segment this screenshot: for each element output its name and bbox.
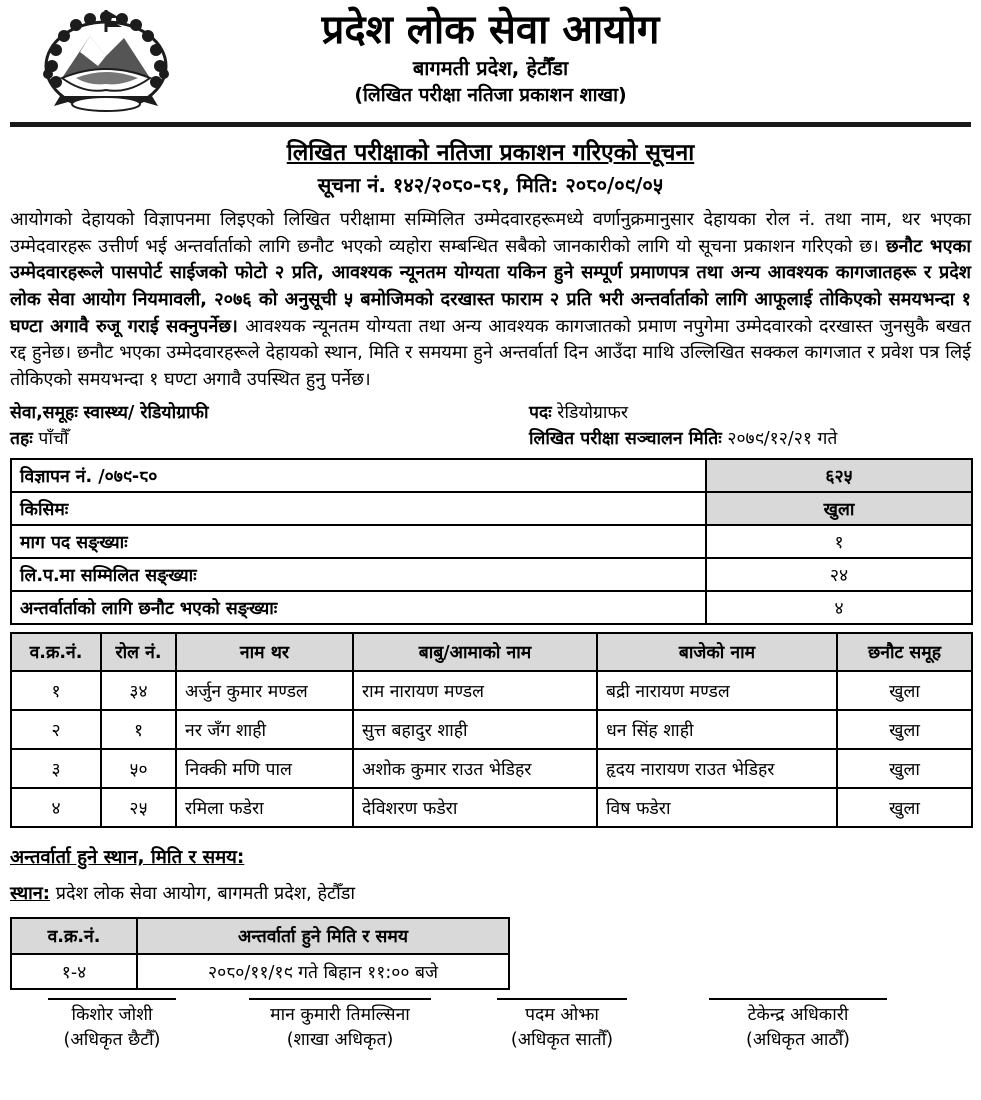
- col-name: नाम थर: [176, 633, 353, 671]
- cell-group: खुला: [837, 788, 972, 827]
- col-roll-number: रोल नं.: [101, 633, 176, 671]
- cell-name: रमिला फडेरा: [176, 788, 353, 827]
- service-group-row: [10, 401, 529, 426]
- interview-schedule-table: [10, 917, 510, 990]
- header-divider: [10, 122, 971, 127]
- cell-name: निक्की मणि पाल: [176, 749, 353, 788]
- cell-grandfather: धन सिंह शाही: [597, 710, 837, 749]
- table-row: [11, 671, 972, 710]
- cell-grandfather: विष फडेरा: [597, 788, 837, 827]
- header: [10, 6, 971, 118]
- col-parent-name: बाबु/आमाको नाम: [353, 633, 597, 671]
- selected-count-label: अन्तर्वार्ताको लागि छनौट भएको सङ्ख्याः: [11, 591, 706, 624]
- cell-roll: ५०: [101, 749, 176, 788]
- cell-grandfather: बद्री नारायण मण्डल: [597, 671, 837, 710]
- cell-serial: २: [11, 710, 101, 749]
- exam-participants-value: २४: [706, 558, 972, 591]
- signature-line: [48, 998, 176, 1000]
- post-value: रेडियोग्राफर: [557, 403, 629, 424]
- cell-datetime: २०८०/११/१९ गते बिहान ११:०० बजे: [137, 954, 509, 989]
- type-value: खुला: [706, 492, 972, 525]
- table-row: [11, 749, 972, 788]
- cell-group: खुला: [837, 749, 972, 788]
- signatory-title: (अधिकृत सातौँ): [510, 1029, 614, 1050]
- cell-group: खुला: [837, 710, 972, 749]
- cell-roll: ३४: [101, 671, 176, 710]
- signatory-title: (अधिकृत छैटौँ): [63, 1029, 161, 1050]
- service-group-value: स्वास्थ्य/ रेडियोग्राफी: [83, 403, 209, 424]
- service-group-label: सेवा,समूहः: [10, 403, 78, 424]
- org-province: बागमती प्रदेश, हेटौँडा: [412, 56, 569, 80]
- interview-section-heading: अन्तर्वार्ता हुने स्थान, मिति र समय:: [10, 847, 245, 869]
- table-row: [11, 558, 972, 591]
- cell-roll: २५: [101, 788, 176, 827]
- cell-serial-range: १-४: [11, 954, 137, 989]
- posts-demanded-value: १: [706, 525, 972, 558]
- signature-line: [249, 998, 431, 1000]
- notice-title: लिखित परीक्षाको नतिजा प्रकाशन गरिएको सूचना: [286, 140, 695, 166]
- col-selection-group: छनौट समूह: [837, 633, 972, 671]
- table-row: [11, 591, 972, 624]
- posts-demanded-label: माग पद सङ्ख्याः: [11, 525, 706, 558]
- signature-line: [709, 998, 887, 1000]
- signatory-name: पदम ओझा: [525, 1005, 599, 1026]
- table-row: [11, 788, 972, 827]
- signature-line: [497, 998, 627, 1000]
- col-serial-number: व.क्र.नं.: [11, 918, 137, 954]
- table-row: [11, 492, 972, 525]
- table-row: [11, 710, 972, 749]
- notice-number: सूचना नं. १४२/२०८०-८१, मिति: २०८०/०९/०५: [317, 173, 664, 197]
- cell-roll: १: [101, 710, 176, 749]
- body-part3: आवश्यक न्यूनतम योग्यता तथा अन्य आवश्यक कागजातको प्रमाण नपुगेमा उम्मेदवारको दरखास्त जुनसुकै बखत रद्द हुनेछ। छनौट भएका उम्मेदवारहरूले देहायको स्थान, मिति र समयमा हुने अन्तर्वार्ता दिन आउँदा माथि उल्लिखित सक्कल कागजात र प्रवेश पत्र लिई तोकिएको समयभन्दा १ घण्टा अगावै उपस्थित हुनु पर्नेछ।: [10, 315, 972, 390]
- cell-serial: ३: [11, 749, 101, 788]
- exam-date-value: २०७९/१२/२१ गते: [727, 428, 838, 449]
- signatory-title: (शाखा अधिकृत): [286, 1029, 394, 1050]
- signatory-name: मान कुमारी तिमल्सिना: [270, 1005, 410, 1026]
- interview-location: [10, 881, 971, 905]
- signature-block: [688, 998, 908, 1052]
- level-value: पाँचौँ: [38, 428, 69, 449]
- signature-block: [472, 998, 652, 1052]
- type-label: किसिमः: [11, 492, 706, 525]
- cell-grandfather: हृदय नारायण राउत भेडिहर: [597, 749, 837, 788]
- signature-block: [235, 998, 445, 1052]
- service-info-left: [10, 401, 529, 452]
- post-row: [529, 401, 971, 426]
- signature-block: [22, 998, 202, 1052]
- col-serial-number: व.क्र.नं.: [11, 633, 101, 671]
- cell-parent: अशोक कुमार राउत भेडिहर: [353, 749, 597, 788]
- exam-date-row: [529, 427, 971, 452]
- notice-body: [10, 207, 971, 393]
- signatory-name: किशोर जोशी: [71, 1005, 153, 1026]
- cell-serial: ४: [11, 788, 101, 827]
- level-row: [10, 427, 529, 452]
- table-row: [11, 954, 509, 989]
- table-row: [11, 459, 972, 492]
- org-branch: (लिखित परीक्षा नतिजा प्रकाशन शाखा): [354, 84, 627, 106]
- col-interview-datetime: अन्तर्वार्ता हुने मिति र समय: [137, 918, 509, 954]
- candidates-header-row: [11, 633, 972, 671]
- location-label: स्थान:: [10, 883, 50, 905]
- cell-name: नर जँग शाही: [176, 710, 353, 749]
- cell-name: अर्जुन कुमार मण्डल: [176, 671, 353, 710]
- table-row: [11, 525, 972, 558]
- advert-number-label: विज्ञापन नं. /०७९-८०: [11, 459, 706, 492]
- cell-group: खुला: [837, 671, 972, 710]
- level-label: तहः: [10, 428, 33, 449]
- signatory-name: टेकेन्द्र अधिकारी: [747, 1005, 849, 1026]
- col-grandfather-name: बाजेको नाम: [597, 633, 837, 671]
- advertisement-summary-table: [10, 458, 973, 625]
- service-info-right: [529, 401, 971, 452]
- schedule-header-row: [11, 918, 509, 954]
- cell-parent: देविशरण फडेरा: [353, 788, 597, 827]
- post-label: पदः: [528, 403, 552, 424]
- advert-number-value: ६२५: [706, 459, 972, 492]
- candidates-table: [10, 632, 973, 828]
- body-part1: आयोगको देहायको विज्ञापनमा लिइएको लिखित परीक्षामा सम्मिलित उम्मेदवारहरूमध्ये वर्णानुक्रमानुसार देहायका रोल नं. तथा नाम, थर भएका उम्मेदवारहरू उत्तीर्ण भई अन्तर्वार्ताको लागि छनौट भएको व्यहोरा सम्बन्धित सबैको जानकारीको लागि यो सूचना प्रकाशन गरिएको छ।: [10, 209, 971, 257]
- signatory-title: (अधिकृत आठौँ): [746, 1029, 850, 1050]
- exam-date-label: लिखित परीक्षा सञ्चालन मितिः: [528, 428, 722, 449]
- cell-serial: १: [11, 671, 101, 710]
- service-info: [10, 401, 971, 452]
- nepal-emblem-logo: [32, 8, 180, 118]
- exam-participants-label: लि.प.मा सम्मिलित सङ्ख्याः: [11, 558, 706, 591]
- location-value: प्रदेश लोक सेवा आयोग, बागमती प्रदेश, हेटौँडा: [50, 883, 356, 905]
- signature-row: [10, 998, 971, 1070]
- body-part2-bold: छनौट भएका उम्मेदवारहरूले पासपोर्ट साईजको फोटो २ प्रति, आवश्यक न्यूनतम योग्यता यकिन हुने सम्पूर्ण प्रमाणपत्र तथा अन्य आवश्यक कागजातहरू र प्रदेश लोक सेवा आयोग नियमावली, २०७६ को अनुसूची ५ बमोजिमको दरखास्त फाराम २ प्रति भरी अन्तर्वार्ताको लागि आफूलाई तोकिएको समयभन्दा १ घण्टा अगावै रुजू गराई सक्नुपर्नेछ।: [10, 235, 972, 337]
- cell-parent: राम नारायण मण्डल: [353, 671, 597, 710]
- cell-parent: सुत्त बहादुर शाही: [353, 710, 597, 749]
- org-name: प्रदेश लोक सेवा आयोग: [321, 7, 660, 53]
- selected-count-value: ४: [706, 591, 972, 624]
